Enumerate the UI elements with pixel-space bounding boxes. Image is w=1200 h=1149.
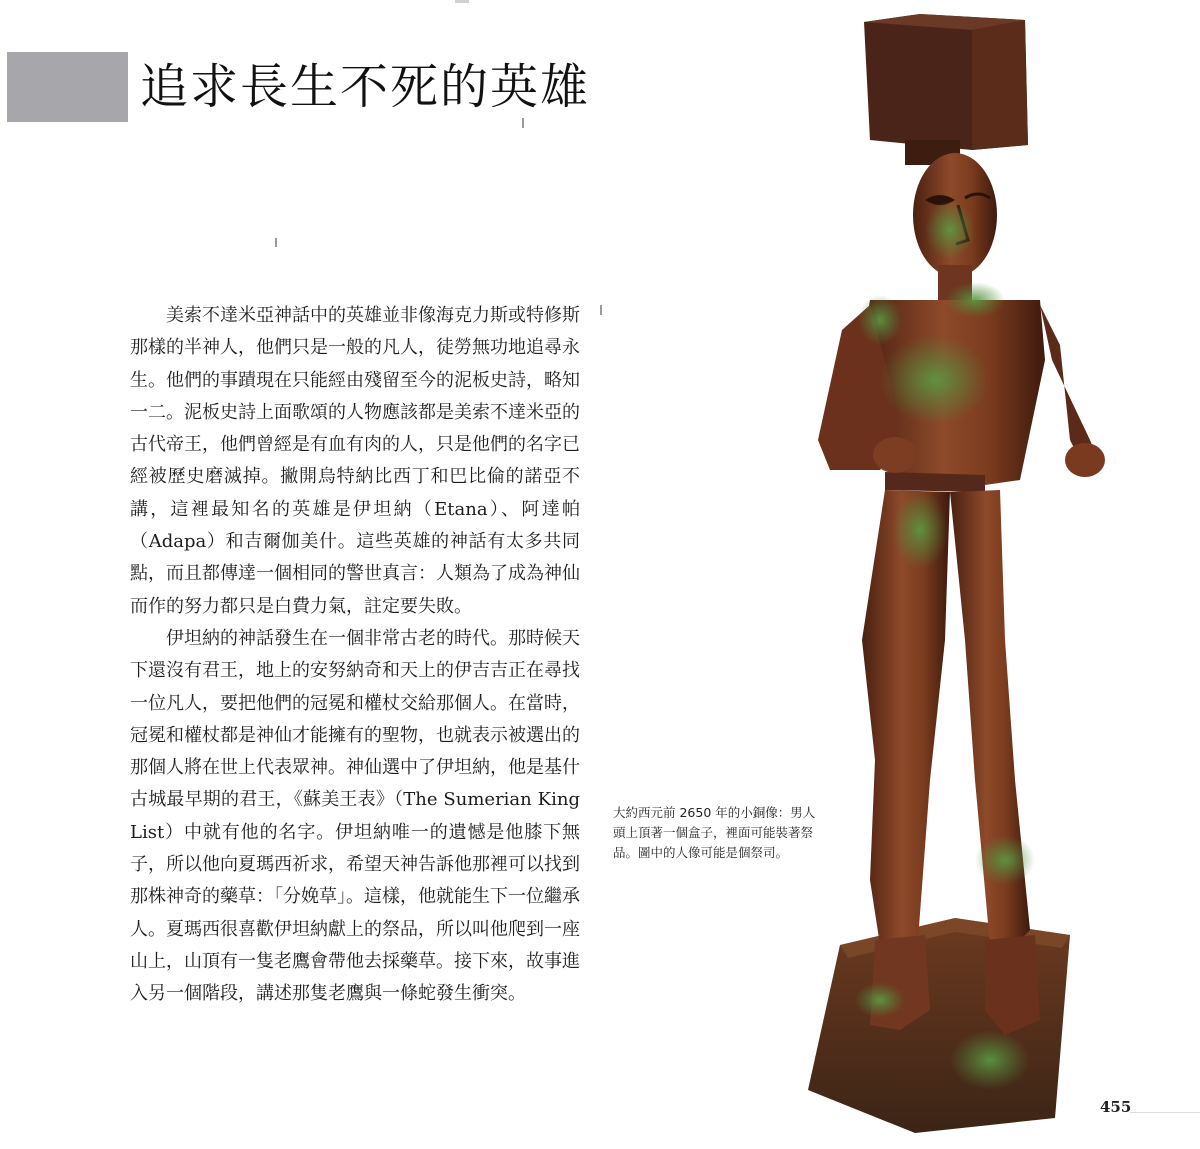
page-title: 追求長生不死的英雄: [140, 59, 591, 115]
page-number: 455: [1100, 1098, 1132, 1116]
figure-caption: 大約西元前 2650 年的小銅像：男人頭上頂著一個盒子，裡面可能裝著祭品。圖中的人像可能是個祭司。: [613, 805, 816, 860]
article-body: [130, 300, 580, 1011]
paragraph-2: 伊坦納的神話發生在一個非常古老的時代。那時候天下還沒有君王，地上的安努納奇和天上的伊吉吉正在尋找一位凡人，要把他們的冠冕和權杖交給那個人。在當時，冠冕和權杖都是神仙才能擁有的聖物，也就表示被選出的那個人將在世上代表眾神。神仙選中了伊坦納，他是基什古城最早期的君王，《蘇美王表》（The Sumerian King List）中就有他的名字。伊坦納唯一的遺憾是他膝下無子，所以他向夏瑪西祈求，希望天神告訴他那裡可以找到那株神奇的藥草：「分娩草」。這樣，他就能生下一位繼承人。夏瑪西很喜歡伊坦納獻上的祭品，所以叫他爬到一座山上，山頂有一隻老鷹會帶他去採藥草。接下來，故事進入另一個階段，講述那隻老鷹與一條蛇發生衝突。: [130, 627, 580, 1005]
title-accent-block: [7, 52, 128, 122]
paragraph-1: 美索不達米亞神話中的英雄並非像海克力斯或特修斯那樣的半神人，他們只是一般的凡人，徒勞無功地追尋永生。他們的事蹟現在只能經由殘留至今的泥板史詩，略知一二。泥板史詩上面歌頌的人物應該都是美索不達米亞的古代帝王，他們曾經是有血有肉的人，只是他們的名字已經被歷史磨滅掉。撇開烏特納比西丁和巴比倫的諾亞不講，這裡最知名的英雄是伊坦納（Etana）、阿達帕（Adapa）和吉爾伽美什。這些英雄的神話有太多共同點，而且都傳達一個相同的警世真言：人類為了成為神仙而作的努力都只是白費力氣，註定要失敗。: [130, 305, 580, 617]
bronze-statuette-photo: [780, 0, 1180, 1149]
